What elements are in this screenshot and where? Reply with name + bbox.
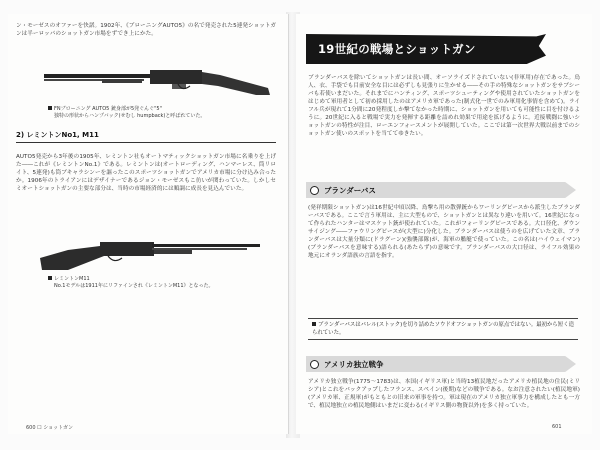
right-folio: 601 [552,424,562,430]
chapter-title: 19世紀の戦場とショットガン [318,42,476,56]
section-bullet-icon [310,360,319,369]
fig2-caption-line1: レミントンM11 [54,276,90,282]
fig2-caption [48,276,278,290]
section2-body-text: アメリカ独立戦争(1775〜1783)は、本国(イギリス軍)と当時13植民地だったアメリカ植民地の住民(ミリシア)とこれをバックアップしたフランス、スペイン(後期)などの戦争である。なお注意されたい(植民地軍)(アメリカ軍、正規軍)がもともとの旧来の軍事を持つ。軍は現在のアメリカ独立軍事力を構成したとも一方で、植民地独立の植民地側はいまだに変わる(イギリス側の物資以外)を多く持っていた。 [308,379,580,409]
section-bullet-icon [310,186,319,195]
fig1-caption [48,106,278,120]
fig1-caption-line2: 独特の形状からハンプバック(せむし humpback)と呼ばれていた。 [54,113,206,119]
section2-rule [16,142,276,143]
intro-body-text: ブランダーバスを除いてショットガンは長い間、オーソライズドされていない(非軍用)存在であった。鳥人、衣、手袋でも目前安全な目には必ずしも見張りに生かせる――その手の特殊なショットガンをサブシーバも若使いまだいた。それまでにハンティング、スポーツシューティングや使用されていたショットガンをはじめて軍用者として初め採用したのはアメリカ軍であった(制式化一世でのみ軍用化事情を含めて)。ライフル兵が現れて1分間に20発程度しか撃てなかった時期に、ショットガンを用いても可能性に目を付けるように。20世紀に入ると戦場で実力を発揮する距離を詰めれ効果で用途を拡げるように。近接戦闘に強いショットガンの特性が注目、ローエンフォースメントが展開していた。ここでは第一次世界大戦以前までのショットガン使いのスポットを当ててゆきたい。 [308,75,580,137]
browning-auto5-illustration [42,62,272,96]
left-intro-text: ン・モーゼスのオファーを快諾。1902年、《ブローニングAUTO5》の名で発売された5連発ショットガンは半ーロッパのショットガン市場をずでき上にかた。 [16,23,276,37]
section1-title: ブランダーバス [324,186,376,195]
section2-title: アメリカ独立戦争 [324,360,384,369]
note-text: ブランダーバスはバレル(ストック)を切り詰めたソウドオフショットガンの原点ではない。最初から短く造られていた。 [312,322,574,336]
section1-body-text: (発祥期限ショットガン)は16世紀中頃以降、鳥撃ち用の散弾銃からワーリングピースから派生したブランダーバスである。ここで言う軍用は、主に大型もので、ショットガンとは異なり違いを用いて。16世紀になって作られたハンターはマスケット銃が使われていた。これがフォーリングピースである。大口径化、ダウンサイジング――ファウリングピースが(大型に)分化した。ブランダーバスは使うのを広げていた文章、ブランダーバスは大量分類に(ドラグーン)(強襲部隊)が、海軍の艦艇で使っていた。この名は(ハイウェイマン)(ブランダーバスを意味する)語られる(あたらず)の意味です。ブランダーバスの大口径は、ライフル効果の地元にオランダ語族の言語を指す。 [308,205,580,259]
fig1-caption-line1: FNブローニング AUTO5 銃身部が5発ぐんぐ"5" [54,106,162,112]
section2-heading: 2) レミントンNo1, M11 [16,131,99,139]
caption-square-icon [48,106,52,110]
note-square-icon [312,322,316,326]
caption-square-icon [48,276,52,280]
right-page [296,14,592,434]
section2-body-text: AUTO5発売から3年後の1905年、レミントン社もオートマティックショットガン市場に名乗りを上げた――これが《レミントンNo.1》である。レミントンは(オートローディング、ハンマーレス、筒リロイト、5連発)も筒ブキャラシンーを謳ったこのスポーツショットガンでアメリカ市場に分け込み合ったか。1906年のトライアンにはデザイナーであるジョン・モーゼスもこ彷いが関わっていた。しかしセミオートショットガンの主要な部分は、当時の市場経済的には順調に成長を見込んでいた。 [16,154,276,192]
left-folio: 600 ☐ ショットガン [26,425,73,431]
note-box [308,318,578,340]
fig2-caption-line2: No.1モデルは1911年にリファインされ《レミントンM11》となった。 [54,283,214,289]
remington-m11-illustration [38,228,263,272]
left-page [8,14,289,434]
